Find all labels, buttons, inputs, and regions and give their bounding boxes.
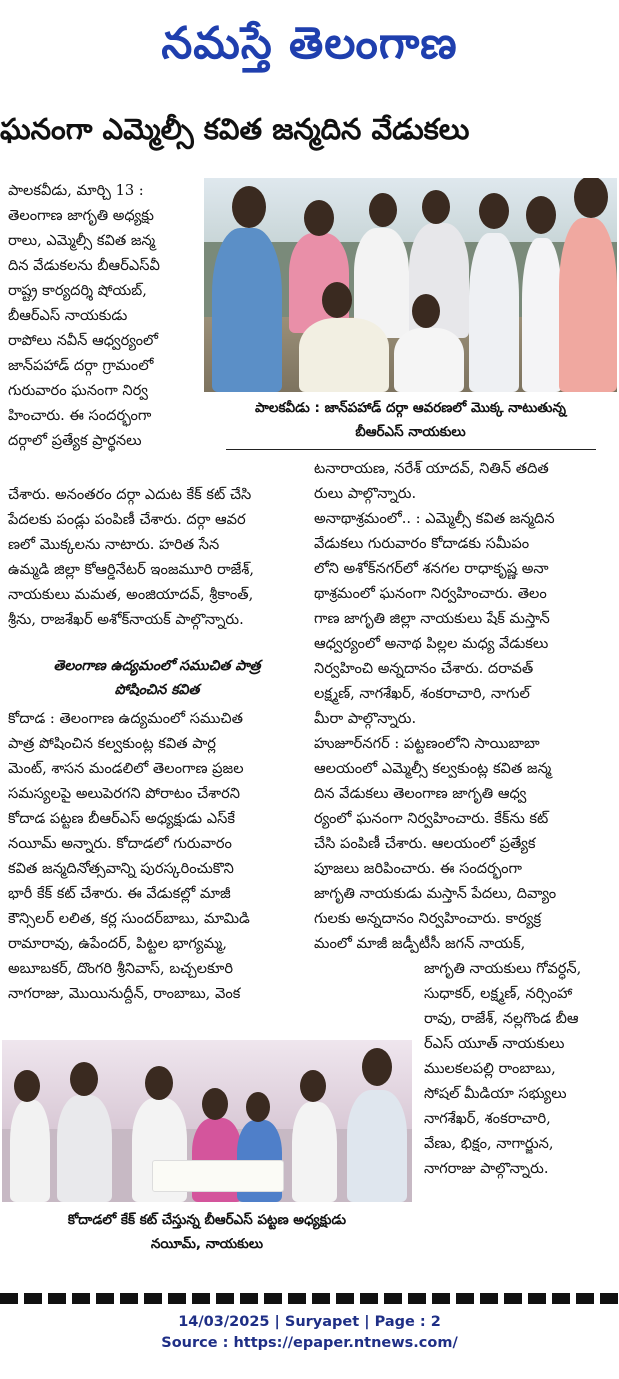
text-line: నాయకులు మమత, అంజియాదవ్, శ్రీకాంత్, [8, 586, 254, 603]
newspaper-logo: నమస్తే తెలంగాణ [161, 18, 458, 69]
footer-source-line: Source : https://epaper.ntnews.com/ [161, 1335, 458, 1351]
text-line: ర్‌ఎస్ యూత్ నాయకులు [424, 1035, 565, 1052]
text-line: థాశ్రమంలో ఘనంగా నిర్వహించారు. తెలం [314, 585, 547, 602]
text-line: సుధాకర్, లక్ష్మణ్, నర్సింహా [424, 985, 573, 1002]
text-line: అనాథాశ్రమంలో.. : ఎమ్మెల్సీ కవిత జన్మదిన [314, 510, 555, 527]
text-line: కౌన్సిలర్ లలిత, కర్ల సుందర్‌బాబు, మామిడి [8, 910, 250, 927]
text-line: భారీ కేక్ కట్ చేశారు. ఈ వేడుకల్లో మాజీ [8, 885, 231, 902]
text-line: మెంట్, శాసన మండలిలో తెలంగాణ ప్రజల [8, 760, 244, 777]
text-line: గురువారం ఘనంగా నిర్వ [8, 382, 148, 399]
text-line: కోదాడ పట్టణ బీఆర్‌ఎస్ అధ్యక్షుడు ఎస్‌కే [8, 810, 235, 827]
text-line: జాన్‌పహాడ్ దర్గా గ్రామంలో [8, 357, 154, 374]
text-line: శ్రీను, రాజశేఖర్ అశోక్‌నాయక్ పాల్గొన్నారు. [8, 611, 244, 628]
section-subheading [8, 654, 306, 702]
left-column-top [8, 178, 204, 453]
text-line: నాగరాజు, మొయినుద్దీన్, రాంబాబు, వెంక [8, 985, 241, 1002]
text-line: వేడుకలు గురువారం కోదాడకు సమీపం [314, 535, 530, 552]
text-line: సోషల్ మీడియా సభ్యులు [424, 1085, 567, 1102]
text-line: టనారాయణ, నరేశ్ యాదవ్, నితిన్ తదిత [314, 460, 549, 477]
text-line: నాగశేఖర్, శంకరాచారి, [424, 1110, 551, 1127]
caption-line: బీఆర్‌ఎస్ నాయకులు [355, 424, 466, 440]
text-line: పేదలకు పండ్లు పంపిణీ చేశారు. దర్గా ఆవర [8, 511, 246, 528]
text-line: లక్ష్మణ్, నాగశేఖర్, శంకరాచారి, నాగుల్ [314, 685, 530, 702]
text-line: పాలకవీడు, మార్చి 13 : [8, 182, 144, 199]
caption-line: నయీమ్, నాయకులు [150, 1236, 264, 1252]
text-line: దిన వేడుకలు తెలంగాణ జాగృతి ఆధ్వ [314, 785, 527, 802]
text-line: అబూబకర్, దొంగరి శ్రీనివాస్, బచ్చలకూరి [8, 960, 234, 977]
masthead [0, 0, 619, 88]
source-footer [0, 1312, 619, 1354]
subheading-line: పోషించిన కవిత [114, 682, 200, 698]
text-line: చేసి పంపిణీ చేశారు. ఆలయంలో ప్రత్యేక [314, 835, 536, 852]
text-line: మంలో మాజీ జడ్పీటీసీ జగన్ నాయక్, [314, 935, 526, 952]
text-line: దర్గాలో ప్రత్యేక ప్రార్థనలు [8, 432, 142, 449]
text-line: కవిత జన్మదినోత్సవాన్ని పురస్కరించుకొని [8, 860, 234, 877]
cropped-next-headline-bar [0, 1293, 619, 1304]
caption-line: కోదాడలో కేక్ కట్ చేస్తున్న బీఆర్‌ఎస్ పట్టణ అధ్యక్షుడు [67, 1212, 347, 1228]
text-line: పూజలు జరిపించారు. ఈ సందర్భంగా [314, 860, 522, 877]
photo-caption [204, 396, 617, 444]
footer-date-line: 14/03/2025 | Suryapet | Page : 2 [178, 1314, 441, 1330]
text-line: లోని అశోక్‌నగర్‌లో శనగల రాధాకృష్ణ అనా [314, 560, 549, 577]
text-line: రామారావు, ఉపేందర్, పిట్టల భాగ్యమ్మ, [8, 935, 227, 952]
text-line: మీరా పాల్గొన్నారు. [314, 710, 417, 727]
text-line: కోదాడ : తెలంగాణ ఉద్యమంలో సముచిత [8, 710, 243, 727]
text-line: రాపోలు నవీన్ ఆధ్వర్యంలో [8, 332, 159, 349]
text-line: ఉమ్మడి జిల్లా కోఆర్డినేటర్ ఇంజమూరి రాజేశ్, [8, 561, 255, 578]
divider [226, 449, 596, 450]
text-line: జాగృతి నాయకులు గోవర్ధన్, [424, 960, 582, 977]
text-line: గాణ జాగృతి జిల్లా నాయకులు షేక్ మస్తాన్ [314, 610, 550, 627]
subheading-line: తెలంగాణ ఉద్యమంలో సముచిత పాత్ర [53, 658, 261, 674]
text-line: చేశారు. అనంతరం దర్గా ఎదుట కేక్ కట్ చేసి [8, 486, 252, 503]
left-column-kodad [8, 706, 306, 1006]
left-column-body [8, 482, 306, 632]
cropped-next-headline [0, 1282, 619, 1304]
text-line: నయీమ్ అన్నారు. కోదాడలో గురువారం [8, 835, 232, 852]
caption-line: పాలకవీడు : జాన్‌పహాడ్ దర్గా ఆవరణలో మొక్క నాటుతున్న [255, 400, 566, 416]
text-line: రాలు, ఎమ్మెల్సీ కవిత జన్మ [8, 232, 156, 249]
text-line: వేణు, భిక్షం, నాగార్జున, [424, 1135, 554, 1152]
photo-plantation [204, 178, 617, 392]
text-line: తెలంగాణ జాగృతి అధ్యక్షు [8, 207, 154, 224]
text-line: జాగృతి నాయకుడు మస్తాన్ పేదలు, దివ్యాం [314, 885, 557, 902]
text-line: ఆధ్వర్యంలో అనాథ పిల్లల మధ్య వేడుకలు [314, 635, 549, 652]
cake [152, 1160, 284, 1192]
text-line: సమస్యలపై అలుపెరగని పోరాటం చేశారని [8, 785, 241, 802]
text-line: నాగరాజు పాల్గొన్నారు. [424, 1160, 549, 1177]
text-line: రులు పాల్గొన్నారు. [314, 485, 417, 502]
text-line: హించారు. ఈ సందర్భంగా [8, 407, 152, 424]
photo-cake-cutting [2, 1040, 412, 1202]
text-line: ణలో మొక్కలను నాటారు. హరిత సేన [8, 536, 220, 553]
text-line: హుజూర్‌నగర్ : పట్టణంలోని సాయిబాబా [314, 735, 540, 752]
text-line: పాత్ర పోషించిన కల్వకుంట్ల కవిత పార్ల [8, 735, 216, 752]
text-line: రావు, రాజేశ్, నల్లగొండ బీఆ [424, 1010, 579, 1027]
text-line: ర్యంలో ఘనంగా నిర్వహించారు. కేక్‌ను కట్ [314, 810, 549, 827]
photo-caption [2, 1208, 412, 1256]
text-line: బీఆర్‌ఎస్ నాయకుడు [8, 307, 128, 324]
text-line: రాష్ట్ర కార్యదర్శి షోయబ్, [8, 282, 147, 299]
text-line: నిర్వహించి అన్నదానం చేశారు. దరావత్ [314, 660, 534, 677]
article-headline: ఘనంగా ఎమ్మెల్సీ కవిత జన్మదిన వేడుకలు [0, 112, 470, 146]
text-line: దిన వేడుకలను బీఆర్‌ఎస్‌వీ [8, 257, 160, 274]
text-line: ఆలయంలో ఎమ్మెల్సీ కల్వకుంట్ల కవిత జన్మ [314, 760, 552, 777]
text-line: గులకు అన్నదానం నిర్వహించారు. కార్యక్ర [314, 910, 542, 927]
text-line: ములకలపల్లి రాంబాబు, [424, 1060, 556, 1077]
